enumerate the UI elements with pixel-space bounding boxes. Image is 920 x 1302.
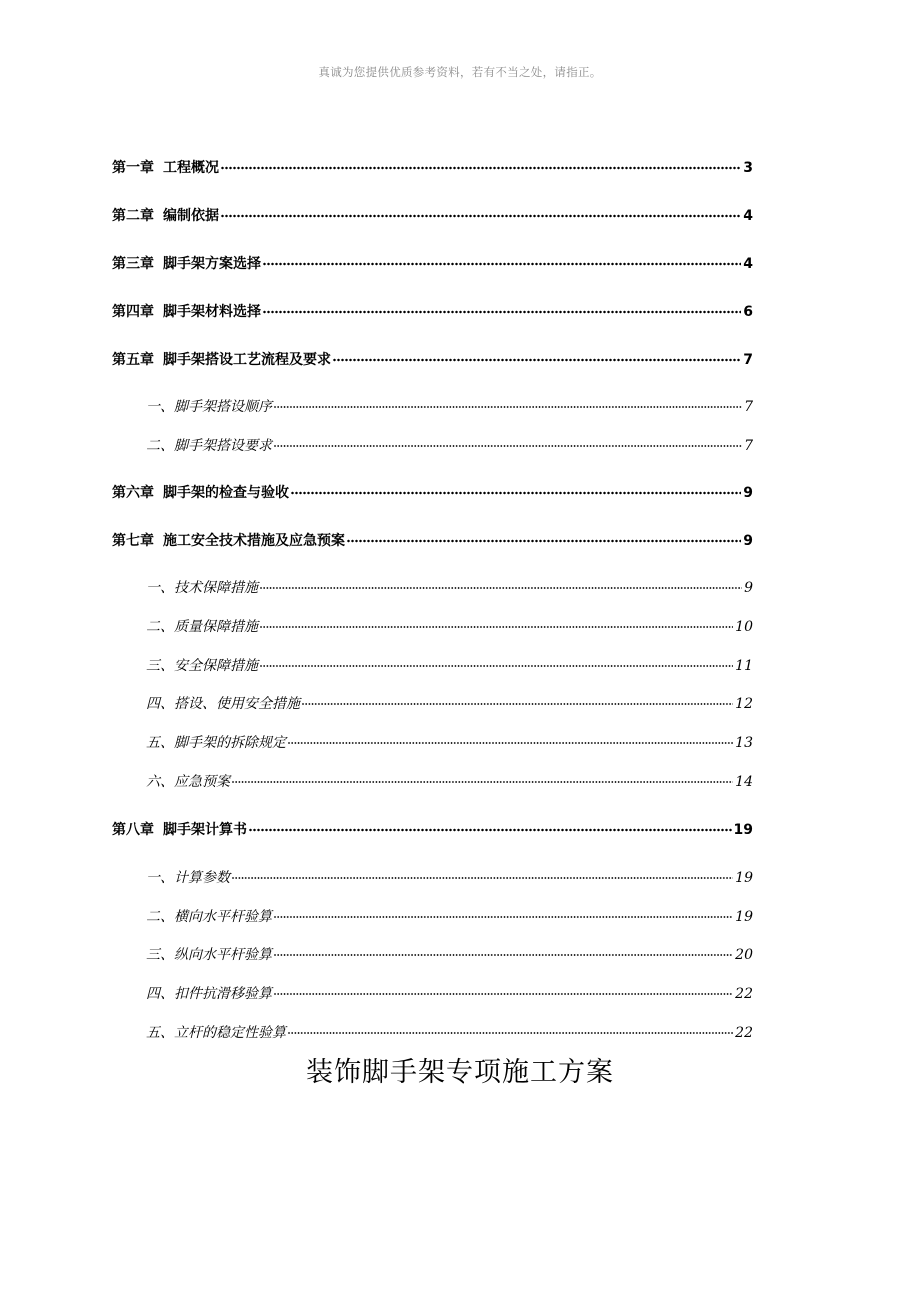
toc-entry-section-5-2[interactable]: [146, 435, 753, 455]
toc-dot-leader: [274, 405, 742, 409]
toc-dot-leader: [347, 539, 741, 543]
toc-dot-leader: [288, 741, 733, 745]
toc-entry-page: 9: [744, 580, 753, 596]
toc-dot-leader: [274, 444, 742, 448]
toc-entry-number: 五、: [146, 1025, 174, 1041]
toc-entry-title: 质量保障措施: [174, 619, 258, 635]
toc-dot-leader: [232, 780, 733, 784]
toc-dot-leader: [288, 1031, 733, 1035]
toc-entry-title: 编制依据: [163, 208, 219, 224]
toc-entry-title: 脚手架方案选择: [163, 256, 261, 272]
toc-entry-chapter-5[interactable]: [112, 349, 753, 369]
toc-entry-number: 第一章: [112, 160, 154, 176]
toc-entry-number: 二、: [146, 619, 174, 635]
toc-entry-chapter-4[interactable]: [112, 301, 753, 321]
toc-entry-title: 安全保障措施: [174, 658, 258, 674]
toc-entry-number: 一、: [146, 870, 174, 886]
toc-dot-leader: [260, 625, 733, 629]
toc-dot-leader: [274, 915, 733, 919]
toc-entry-title: 立杆的稳定性验算: [174, 1025, 286, 1041]
toc-entry-section-7-4[interactable]: [146, 693, 753, 713]
toc-entry-page: 14: [735, 774, 753, 790]
toc-entry-page: 19: [733, 822, 753, 838]
toc-entry-page: 19: [735, 870, 753, 886]
toc-entry-title: 脚手架计算书: [163, 822, 247, 838]
toc-entry-title: 脚手架的拆除规定: [174, 735, 286, 751]
toc-entry-chapter-3[interactable]: [112, 253, 753, 273]
toc-dot-leader: [291, 491, 741, 495]
toc-entry-page: 6: [743, 304, 753, 320]
toc-dot-leader: [232, 876, 733, 880]
toc-entry-number: 第八章: [112, 822, 154, 838]
toc-entry-section-8-2[interactable]: [146, 906, 753, 926]
toc-entry-page: 7: [744, 399, 753, 415]
toc-entry-page: 7: [743, 352, 753, 368]
toc-dot-leader: [274, 992, 733, 996]
toc-entry-section-5-1[interactable]: [146, 396, 753, 416]
toc-dot-leader: [302, 702, 733, 706]
toc-entry-title: 纵向水平杆验算: [174, 947, 272, 963]
toc-entry-chapter-1[interactable]: [112, 157, 753, 177]
toc-entry-page: 3: [743, 160, 753, 176]
toc-entry-number: 五、: [146, 735, 174, 751]
toc-entry-page: 22: [735, 986, 753, 1002]
toc-entry-page: 9: [743, 485, 753, 501]
toc-entry-title: 计算参数: [174, 870, 230, 886]
toc-entry-number: 第七章: [112, 533, 154, 549]
toc-entry-title: 脚手架搭设工艺流程及要求: [163, 352, 331, 368]
toc-entry-number: 第五章: [112, 352, 154, 368]
toc-entry-title: 脚手架搭设要求: [174, 438, 272, 454]
toc-entry-number: 第三章: [112, 256, 154, 272]
toc-entry-section-7-3[interactable]: [146, 655, 753, 675]
toc-entry-page: 9: [743, 533, 753, 549]
toc-entry-number: 四、: [146, 986, 174, 1002]
toc-entry-chapter-6[interactable]: [112, 482, 753, 502]
toc-dot-leader: [260, 664, 733, 668]
toc-dot-leader: [274, 953, 733, 957]
toc-entry-number: 第二章: [112, 208, 154, 224]
toc-entry-number: 二、: [146, 438, 174, 454]
toc-entry-section-8-4[interactable]: [146, 983, 753, 1003]
document-title: 装饰脚手架专项施工方案: [306, 1057, 614, 1088]
toc-entry-page: 20: [735, 947, 753, 963]
toc-dot-leader: [221, 166, 741, 170]
toc-entry-title: 施工安全技术措施及应急预案: [163, 533, 345, 549]
toc-entry-number: 三、: [146, 947, 174, 963]
toc-entry-number: 一、: [146, 580, 174, 596]
toc-entry-title: 搭设、使用安全措施: [174, 696, 300, 712]
toc-entry-title: 扣件抗滑移验算: [174, 986, 272, 1002]
toc-entry-page: 4: [743, 256, 753, 272]
toc-entry-number: 三、: [146, 658, 174, 674]
toc-entry-title: 工程概况: [163, 160, 219, 176]
toc-entry-number: 一、: [146, 399, 174, 415]
toc-dot-leader: [260, 586, 742, 590]
toc-entry-page: 7: [744, 438, 753, 454]
toc-entry-page: 19: [735, 909, 753, 925]
page-header-note: 真诚为您提供优质参考资料，若有不当之处，请指正。: [318, 65, 602, 79]
toc-entry-chapter-2[interactable]: [112, 205, 753, 225]
toc-entry-page: 11: [735, 658, 753, 674]
toc-dot-leader: [263, 262, 741, 266]
toc-entry-title: 应急预案: [174, 774, 230, 790]
toc-entry-chapter-7[interactable]: [112, 530, 753, 550]
toc-entry-title: 横向水平杆验算: [174, 909, 272, 925]
toc-dot-leader: [221, 214, 741, 218]
toc-entry-page: 10: [735, 619, 753, 635]
toc-entry-section-7-2[interactable]: [146, 616, 753, 636]
toc-dot-leader: [249, 828, 732, 832]
toc-entry-title: 脚手架材料选择: [163, 304, 261, 320]
toc-entry-title: 脚手架搭设顺序: [174, 399, 272, 415]
toc-entry-section-7-1[interactable]: [146, 577, 753, 597]
toc-entry-number: 第四章: [112, 304, 154, 320]
toc-entry-number: 四、: [146, 696, 174, 712]
toc-entry-section-8-3[interactable]: [146, 944, 753, 964]
toc-dot-leader: [333, 358, 741, 362]
toc-entry-chapter-8[interactable]: [112, 819, 753, 839]
toc-entry-page: 22: [735, 1025, 753, 1041]
toc-entry-section-8-5[interactable]: [146, 1022, 753, 1042]
toc-entry-number: 六、: [146, 774, 174, 790]
toc-entry-title: 脚手架的检查与验收: [163, 485, 289, 501]
toc-dot-leader: [263, 310, 741, 314]
toc-entry-page: 4: [743, 208, 753, 224]
toc-entry-title: 技术保障措施: [174, 580, 258, 596]
toc-entry-section-7-6[interactable]: [146, 771, 753, 791]
toc-entry-page: 12: [735, 696, 753, 712]
toc-entry-number: 第六章: [112, 485, 154, 501]
toc-entry-page: 13: [735, 735, 753, 751]
toc-entry-section-8-1[interactable]: [146, 867, 753, 887]
toc-entry-number: 二、: [146, 909, 174, 925]
toc-entry-section-7-5[interactable]: [146, 732, 753, 752]
